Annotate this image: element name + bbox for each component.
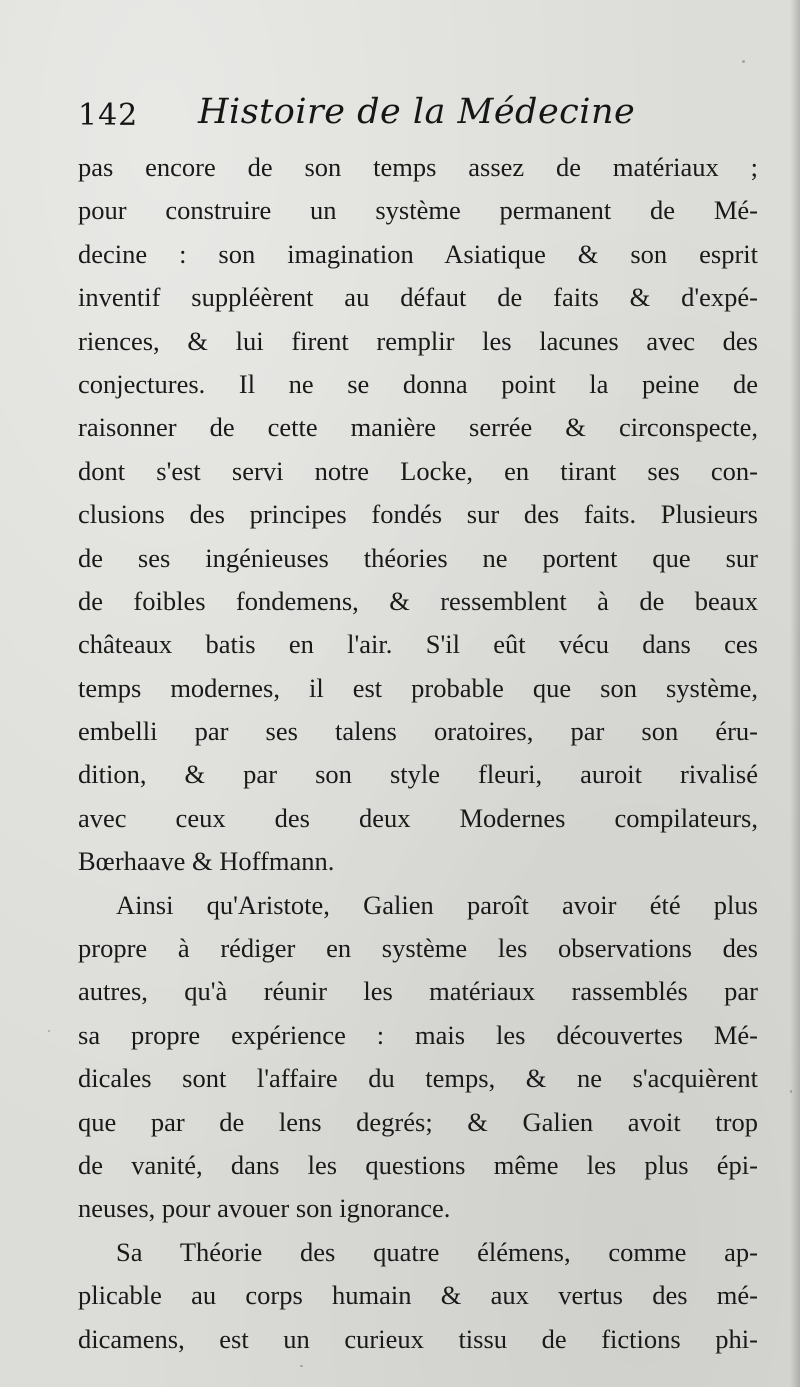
page-edge-shadow [790,0,800,1387]
text-line: neuses, pour avouer son ignorance. [78,1193,451,1224]
text-line: autres, qu'à réunir les matériaux rassemblés par [78,976,758,1007]
text-line: Ainsi qu'Aristote, Galien paroît avoir été plus [116,889,758,920]
book-title: Histoire de la Médecine [198,92,636,132]
paper-speck [742,60,745,63]
text-line: propre à rédiger en système les observations des [78,933,758,964]
text-line: decine : son imagination Asiatique & son esprit [78,238,758,269]
text-line: dont s'est servi notre Locke, en tirant ses con- [78,455,758,486]
text-line: Sa Théorie des quatre élémens, comme ap- [116,1236,758,1267]
text-line: pas encore de son temps assez de matériaux ; [78,152,758,182]
text-line: conjectures. Il ne se donna point la peine de [78,368,758,399]
paper-speck [300,1365,303,1367]
text-line: de foibles fondemens, & ressemblent à de beaux [78,585,758,616]
body-text [78,146,758,1361]
text-line: dition, & par son style fleuri, auroit rivalisé [78,759,758,790]
paper-speck [48,1030,50,1032]
text-line: pour construire un système permanent de Mé- [78,195,758,226]
text-line: Bœrhaave & Hoffmann. [78,846,335,877]
text-line: plicable au corps humain & aux vertus des mé- [78,1280,758,1311]
text-line: que par de lens degrés; & Galien avoit trop [78,1106,758,1137]
text-line: avec ceux des deux Modernes compilateurs, [78,802,758,833]
text-line: temps modernes, il est probable que son système, [78,672,758,703]
text-line: sa propre expérience : mais les découvertes Mé- [78,1019,758,1050]
text-line: dicamens, est un curieux tissu de fictions phi- [78,1323,758,1354]
text-line: de ses ingénieuses théories ne portent que sur [78,542,758,573]
text-line: embelli par ses talens oratoires, par son éru- [78,716,758,747]
text-line: de vanité, dans les questions même les plus épi- [78,1149,758,1180]
text-line: châteaux batis en l'air. S'il eût vécu dans ces [78,629,758,660]
paper-speck [790,1090,792,1093]
text-line: riences, & lui firent remplir les lacunes avec des [78,325,758,356]
text-line: dicales sont l'affaire du temps, & ne s'acquièrent [78,1063,758,1094]
text-line: clusions des principes fondés sur des faits. Plusieurs [78,499,758,530]
page-number: 142 [78,98,139,133]
text-line: inventif suppléèrent au défaut de faits & d'expé- [78,282,758,313]
text-line: raisonner de cette manière serrée & circonspecte, [78,412,758,443]
running-head [78,92,718,142]
